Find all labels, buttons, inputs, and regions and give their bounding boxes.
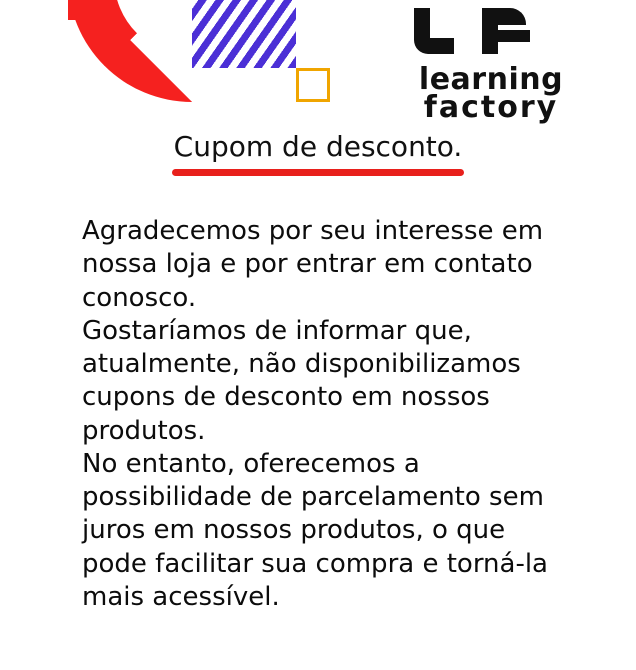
page-title: Cupom de desconto. [173, 130, 463, 163]
paragraph-2: Gostaríamos de informar que, atualmente, não disponibilizamos cupons de desconto em nossos produtos. [82, 315, 521, 446]
logo-lf-monogram [406, 6, 566, 125]
purple-stripes-decoration [192, 0, 296, 68]
title-block [0, 132, 636, 176]
title-underline [172, 169, 464, 176]
logo-word-factory: factory [423, 90, 559, 125]
paragraph-1: Agradecemos por seu interesse em nossa loja e por entrar em contato conosco. [82, 216, 544, 313]
logo-letter-l-icon [414, 8, 430, 54]
logo-letter-f-icon [482, 8, 498, 54]
red-arc-foot-decoration [68, 0, 114, 20]
orange-square-decoration [296, 68, 330, 102]
paragraph-3: No entanto, oferecemos a possibilidade de parcelamento sem juros em nossos produtos, o que pode facilitar sua compra e torná-la mais acessível. [82, 448, 548, 612]
body-copy [82, 215, 572, 614]
header-band [0, 0, 636, 125]
logo-word-learning: learning [418, 62, 564, 97]
